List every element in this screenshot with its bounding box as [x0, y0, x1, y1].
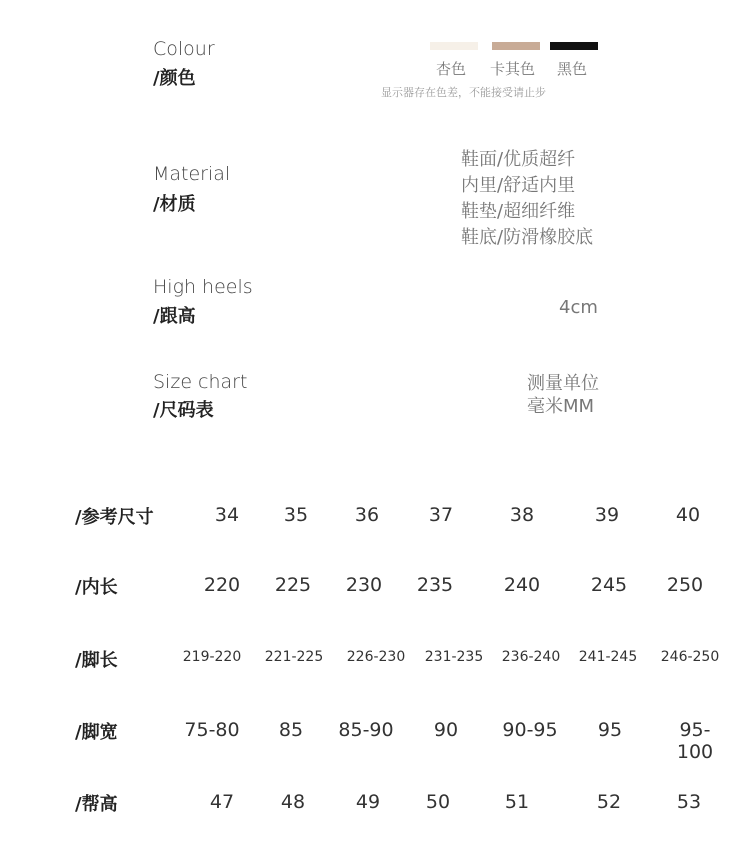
- row-label-foot-length: /脚长: [75, 650, 118, 671]
- table-cell-foot-length: 221-225: [264, 649, 324, 665]
- heel-height-value: 4cm: [559, 297, 598, 318]
- row-label-ref-size: /参考尺寸: [75, 507, 154, 528]
- material-upper: 鞋面/优质超纤: [461, 149, 576, 170]
- row-label-foot-width: /脚宽: [75, 722, 118, 743]
- heels-title-cn: /跟高: [153, 306, 196, 327]
- table-cell-ref-size: 39: [594, 504, 620, 526]
- table-cell-foot-width: 95: [597, 719, 623, 741]
- table-cell-foot-width: 85-90: [338, 719, 394, 741]
- table-cell-foot-width: 95-100: [676, 719, 714, 763]
- table-cell-foot-length: 241-245: [578, 649, 638, 665]
- table-cell-ref-size: 38: [509, 504, 535, 526]
- table-cell-inner-length: 245: [590, 574, 628, 596]
- table-cell-upper-height: 48: [280, 791, 306, 813]
- swatch-khaki: [492, 42, 540, 50]
- material-insole: 鞋垫/超细纤维: [461, 201, 576, 222]
- size-chart-title-en: Size chart: [153, 371, 248, 393]
- size-chart-title-cn: /尺码表: [153, 400, 214, 421]
- table-cell-inner-length: 220: [203, 574, 241, 596]
- swatch-label-apricot: 杏色: [436, 60, 467, 78]
- measure-unit-mm: 毫米MM: [527, 396, 595, 417]
- colour-title-en: Colour: [153, 38, 215, 60]
- row-label-inner-length: /内长: [75, 577, 118, 598]
- table-cell-inner-length: 230: [345, 574, 383, 596]
- colour-title-cn: /颜色: [153, 68, 196, 89]
- table-cell-foot-width: 90: [433, 719, 459, 741]
- colour-difference-note: 显示器存在色差，不能接受请止步: [381, 86, 546, 99]
- table-cell-upper-height: 47: [209, 791, 235, 813]
- table-cell-inner-length: 235: [416, 574, 454, 596]
- table-cell-foot-length: 231-235: [424, 649, 484, 665]
- table-cell-foot-length: 246-250: [660, 649, 720, 665]
- swatch-black: [550, 42, 598, 50]
- table-cell-ref-size: 35: [283, 504, 309, 526]
- table-cell-foot-length: 236-240: [501, 649, 561, 665]
- table-cell-foot-length: 226-230: [346, 649, 406, 665]
- table-cell-foot-width: 85: [278, 719, 304, 741]
- table-cell-foot-width: 75-80: [184, 719, 240, 741]
- table-cell-upper-height: 51: [504, 791, 530, 813]
- table-cell-upper-height: 50: [425, 791, 451, 813]
- table-cell-upper-height: 53: [676, 791, 702, 813]
- table-cell-inner-length: 225: [274, 574, 312, 596]
- table-cell-ref-size: 37: [428, 504, 454, 526]
- heels-title-en: High heels: [153, 276, 253, 298]
- material-title-cn: /材质: [153, 194, 196, 215]
- table-cell-inner-length: 250: [666, 574, 704, 596]
- material-lining: 内里/舒适内里: [461, 175, 576, 196]
- table-cell-foot-width: 90-95: [502, 719, 558, 741]
- table-cell-ref-size: 36: [354, 504, 380, 526]
- swatch-label-black: 黑色: [557, 60, 588, 78]
- measure-unit-label: 测量单位: [527, 373, 599, 394]
- swatch-apricot: [430, 42, 478, 50]
- table-cell-upper-height: 49: [355, 791, 381, 813]
- table-cell-inner-length: 240: [503, 574, 541, 596]
- swatch-label-khaki: 卡其色: [490, 60, 536, 78]
- table-cell-foot-length: 219-220: [182, 649, 242, 665]
- table-cell-ref-size: 40: [675, 504, 701, 526]
- material-outsole: 鞋底/防滑橡胶底: [461, 227, 594, 248]
- material-title-en: Material: [153, 163, 231, 185]
- row-label-upper-height: /帮高: [75, 794, 118, 815]
- table-cell-ref-size: 34: [214, 504, 240, 526]
- table-cell-upper-height: 52: [596, 791, 622, 813]
